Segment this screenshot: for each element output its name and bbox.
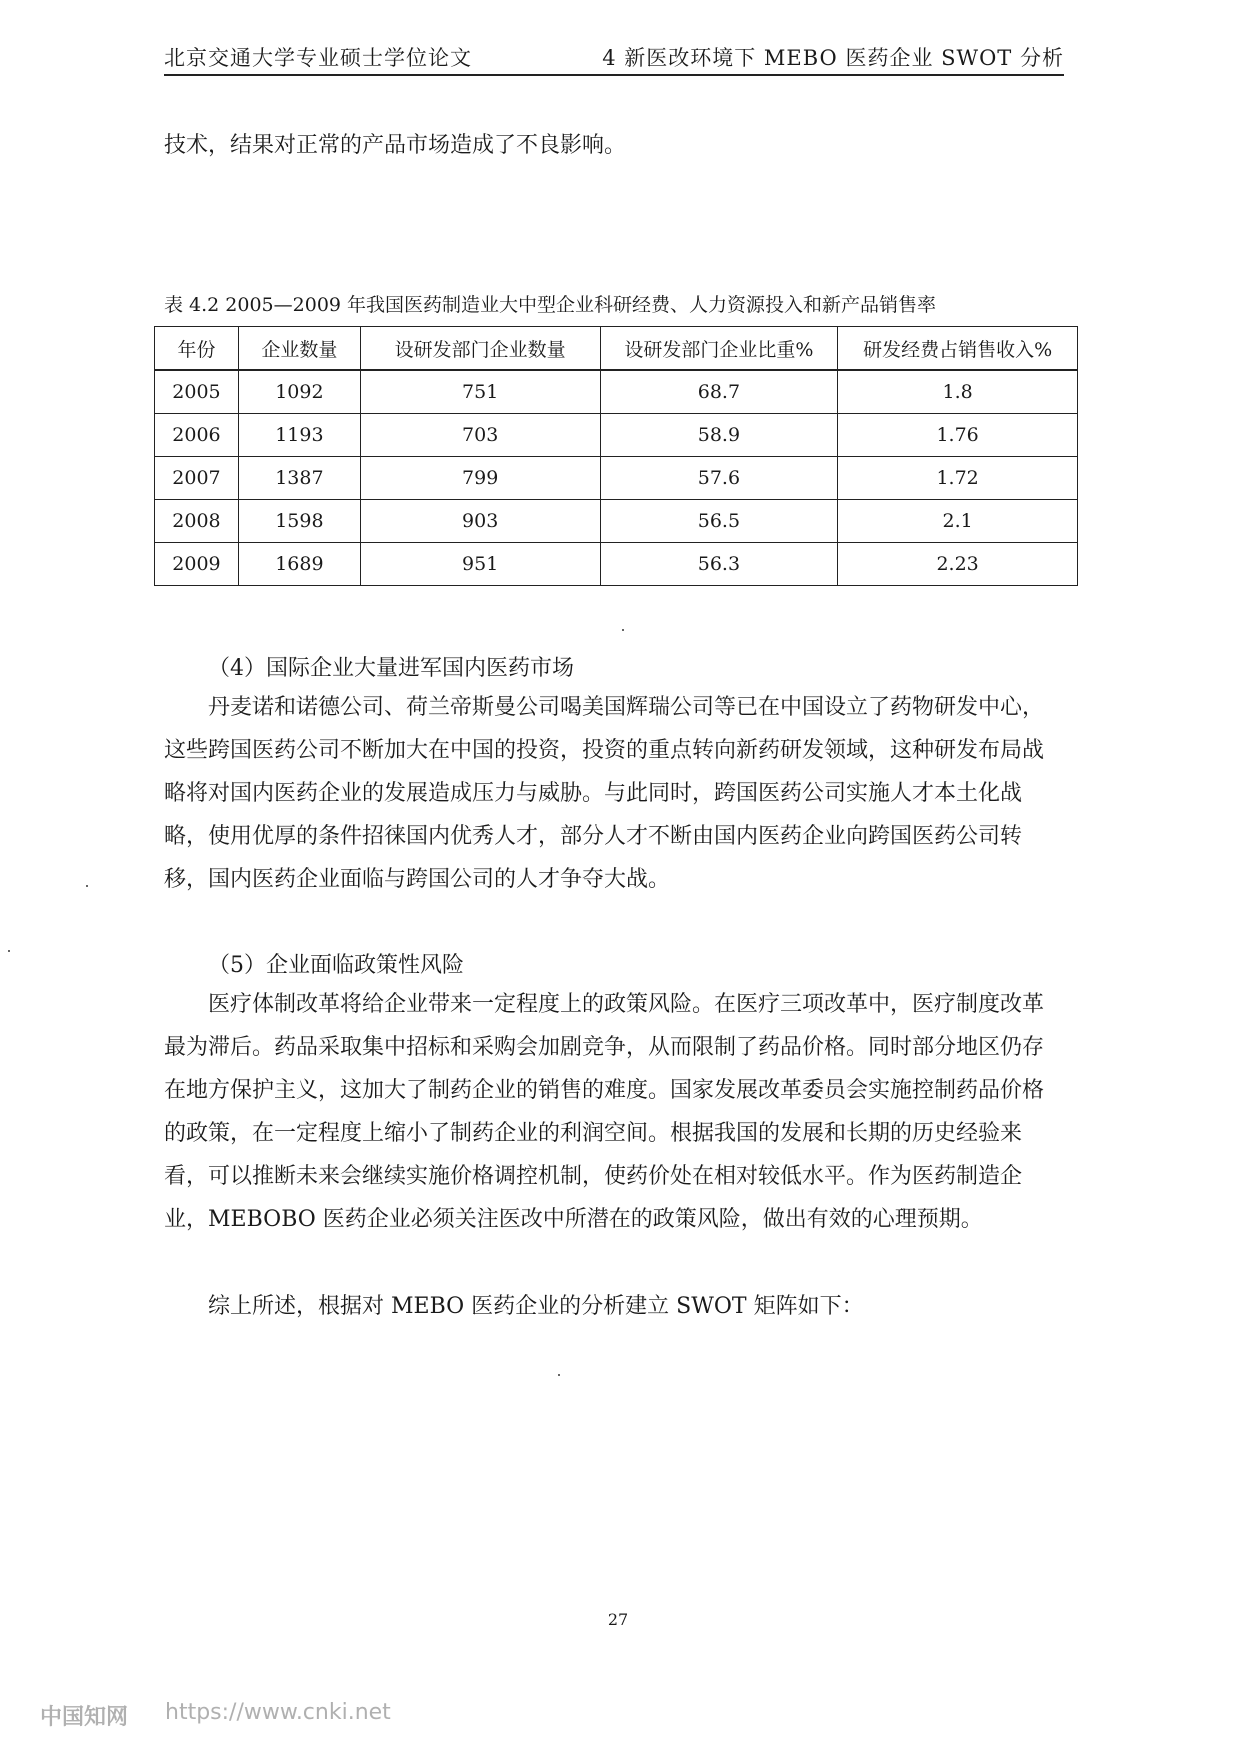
header-rd-dept-count: 设研发部门企业数量 bbox=[360, 327, 600, 371]
cell-rd-dept-count: 799 bbox=[360, 457, 600, 500]
cell-enterprise-count: 1598 bbox=[238, 500, 360, 543]
cell-enterprise-count: 1689 bbox=[238, 543, 360, 586]
header-chapter-title: 4 新医改环境下 MEBO 医药企业 SWOT 分析 bbox=[602, 46, 1064, 70]
cell-enterprise-count: 1193 bbox=[238, 414, 360, 457]
cell-rd-expense-ratio: 1.76 bbox=[838, 414, 1078, 457]
header-enterprise-count: 企业数量 bbox=[238, 327, 360, 371]
table-row bbox=[155, 370, 1078, 414]
table-header-row bbox=[155, 327, 1078, 371]
table-row bbox=[155, 457, 1078, 500]
scan-speck bbox=[86, 885, 88, 887]
section-5-paragraph: 医疗体制改革将给企业带来一定程度上的政策风险。在医疗三项改革中，医疗制度改革最为滞后。药品采取集中招标和采购会加剧竞争，从而限制了药品价格。同时部分地区仍存在地方保护主义，这加大了制药企业的销售的难度。国家发展改革委员会实施控制药品价格的政策，在一定程度上缩小了制药企业的利润空间。根据我国的发展和长期的历史经验来看，可以推断未来会继续实施价格调控机制，使药价处在相对较低水平。作为医药制造企业，MEBOBO 医药企业必须关注医改中所潜在的政策风险，做出有效的心理预期。 bbox=[164, 992, 1045, 1232]
cell-rd-expense-ratio: 2.1 bbox=[838, 500, 1078, 543]
cell-rd-dept-count: 951 bbox=[360, 543, 600, 586]
scan-speck bbox=[558, 1374, 560, 1376]
scan-speck bbox=[622, 629, 624, 631]
cell-year: 2008 bbox=[155, 500, 239, 543]
header-rd-expense-ratio: 研发经费占销售收入% bbox=[838, 327, 1078, 371]
summary-paragraph: 综上所述，根据对 MEBO 医药企业的分析建立 SWOT 矩阵如下： bbox=[208, 1294, 864, 1319]
header-year: 年份 bbox=[155, 327, 239, 371]
cell-rd-dept-count: 903 bbox=[360, 500, 600, 543]
cell-rd-dept-count: 703 bbox=[360, 414, 600, 457]
cell-enterprise-count: 1387 bbox=[238, 457, 360, 500]
cell-enterprise-count: 1092 bbox=[238, 370, 360, 414]
scan-speck bbox=[8, 950, 10, 952]
header-thesis-title: 北京交通大学专业硕士学位论文 bbox=[164, 46, 472, 70]
cnki-url: https://www.cnki.net bbox=[165, 1700, 391, 1725]
rd-statistics-table bbox=[154, 326, 1078, 586]
section-5-heading: （5）企业面临政策性风险 bbox=[208, 953, 464, 978]
table-row bbox=[155, 500, 1078, 543]
cell-rd-dept-ratio: 56.3 bbox=[600, 543, 838, 586]
cell-rd-dept-count: 751 bbox=[360, 370, 600, 414]
cell-rd-dept-ratio: 58.9 bbox=[600, 414, 838, 457]
table-row bbox=[155, 414, 1078, 457]
cell-year: 2007 bbox=[155, 457, 239, 500]
cell-rd-expense-ratio: 1.72 bbox=[838, 457, 1078, 500]
header-rd-dept-ratio: 设研发部门企业比重% bbox=[600, 327, 838, 371]
table-caption: 表 4.2 2005—2009 年我国医药制造业大中型企业科研经费、人力资源投入和新产品销售率 bbox=[164, 294, 937, 316]
cell-year: 2006 bbox=[155, 414, 239, 457]
section-4-heading: （4）国际企业大量进军国内医药市场 bbox=[208, 656, 574, 681]
table-row bbox=[155, 543, 1078, 586]
page-number: 27 bbox=[607, 1610, 629, 1629]
section-4-paragraph: 丹麦诺和诺德公司、荷兰帝斯曼公司喝美国辉瑞公司等已在中国设立了药物研发中心，这些跨国医药公司不断加大在中国的投资，投资的重点转向新药研发领域，这种研发布局战略将对国内医药企业的发展造成压力与威胁。与此同时，跨国医药公司实施人才本土化战略，使用优厚的条件招徕国内优秀人才，部分人才不断由国内医药企业向跨国医药公司转移，国内医药企业面临与跨国公司的人才争夺大战。 bbox=[164, 695, 1045, 892]
running-header bbox=[164, 38, 1064, 76]
cell-rd-expense-ratio: 2.23 bbox=[838, 543, 1078, 586]
intro-paragraph: 技术，结果对正常的产品市场造成了不良影响。 bbox=[164, 133, 627, 158]
cell-rd-expense-ratio: 1.8 bbox=[838, 370, 1078, 414]
cell-rd-dept-ratio: 68.7 bbox=[600, 370, 838, 414]
cell-year: 2009 bbox=[155, 543, 239, 586]
cnki-logo: 中国知网 bbox=[40, 1705, 129, 1730]
cell-rd-dept-ratio: 57.6 bbox=[600, 457, 838, 500]
cell-rd-dept-ratio: 56.5 bbox=[600, 500, 838, 543]
cell-year: 2005 bbox=[155, 370, 239, 414]
